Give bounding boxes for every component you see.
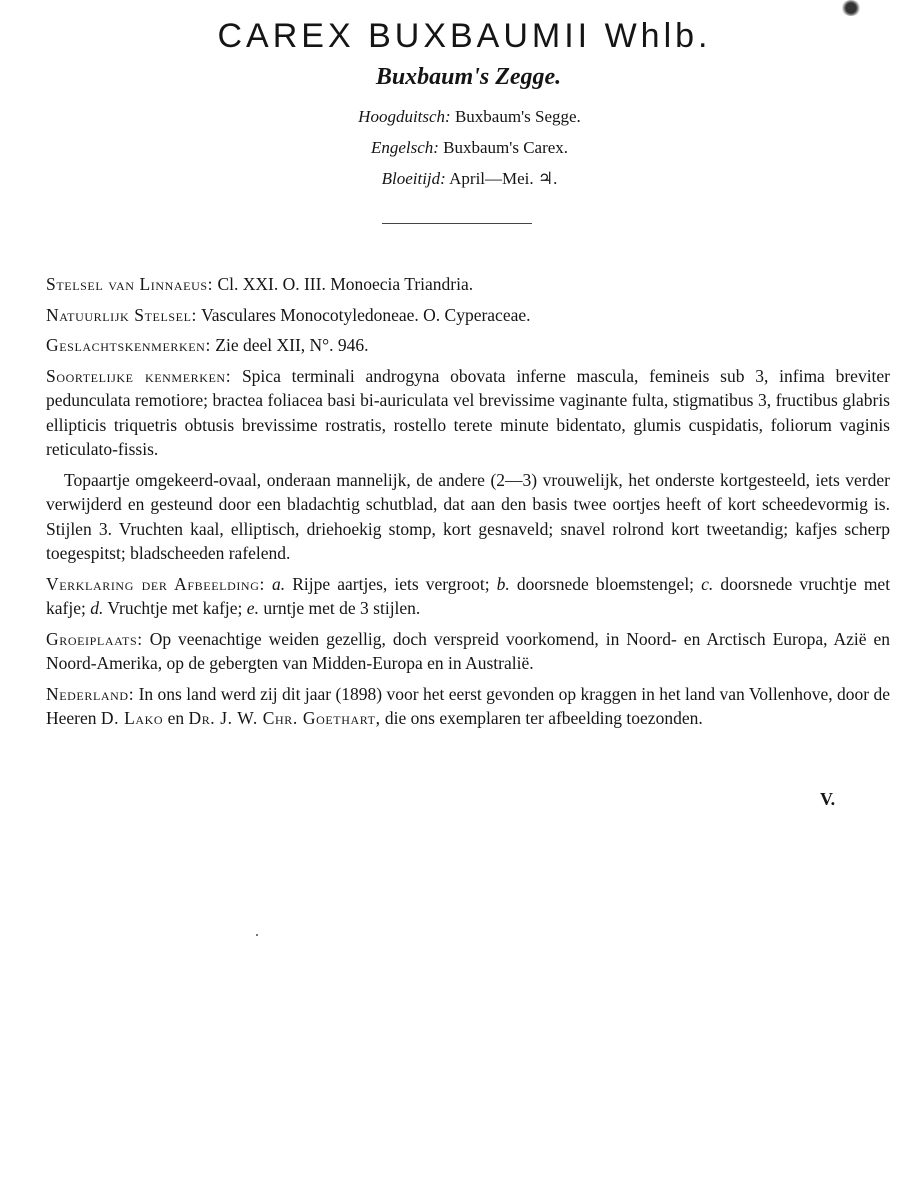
- german-name-line: [0, 106, 917, 128]
- habitat-paragraph: [46, 627, 890, 676]
- collector-name: D. Lako: [100, 708, 164, 728]
- species-characters-value: Spica terminali androgyna obovata inferne mascula, femineis sub 3, infima breviter pedunculata remotiore; bractea foliacea basi bi-auriculata vel brevissime vaginante fulta, stigmatibus 3, fructibus glabris ellipticis triquetris obtusis brevissime rostratis, rostello terete minute bidentato, glumis cuspidatis, foliorum vaginis reticulato-fissis.: [46, 365, 891, 459]
- natural-system-value: Vasculares Monocotyledoneae. O. Cyperaceae.: [201, 304, 531, 325]
- netherlands-text: en: [167, 708, 185, 728]
- genus-characters-label: Geslachtskenmerken:: [46, 335, 211, 355]
- ink-smudge: [841, 0, 861, 16]
- netherlands-text: die ons exemplaren ter afbeelding toezonden.: [384, 708, 703, 728]
- flowering-time: April—Mei. ♃.: [449, 169, 558, 188]
- description-paragraph: Topaartje omgekeerd-ovaal, onderaan mannelijk, de andere (2—3) vrouwelijk, het onderste kortgesteeld, iets verder verwijderd en gesteund door een bladachtig schutblad, dat aan den basis twee oortjes heeft of kort scheedevormig is. Stijlen 3. Vruchten kaal, elliptisch, driehoekig stomp, kort gesnaveld; snavel rolrond kort tweetandig; kafjes scherp toegespitst; bladscheeden rafelend.: [46, 469, 890, 563]
- habitat-value: Op veenachtige weiden gezellig, doch verspreid voorkomend, in Noord- en Arctisch Europa, Azië en Noord-Amerika, op de gebergten van Midden-Europa en in Australië.: [46, 628, 891, 673]
- dutch-name: Buxbaum's Zegge.: [375, 64, 562, 90]
- figure-explanation-paragraph: [46, 572, 890, 621]
- figure-item-letter: c.: [701, 573, 714, 594]
- species-title: CAREX BUXBAUMII Whlb.: [217, 17, 712, 55]
- collector-name: Dr. J. W. Chr. Goethart,: [188, 708, 381, 728]
- genus-characters-paragraph: [46, 333, 890, 358]
- species-characters-label: Soortelijke kenmerken:: [46, 365, 232, 386]
- natural-system-label: Natuurlijk Stelsel:: [46, 304, 197, 325]
- english-name-line: [0, 137, 917, 159]
- figure-item-text: Rijpe aartjes, iets vergroot;: [292, 573, 490, 594]
- section-divider: [382, 223, 532, 224]
- habitat-label: Groeiplaats:: [46, 628, 143, 649]
- german-name: Buxbaum's Segge.: [454, 107, 581, 126]
- linnaeus-label: Stelsel van Linnaeus:: [46, 274, 214, 294]
- netherlands-label: Nederland:: [46, 683, 135, 704]
- genus-characters-value: Zie deel XII, N°. 946.: [215, 335, 369, 355]
- natural-system-paragraph: [46, 303, 890, 328]
- netherlands-text: In ons land werd zij dit jaar (1898) voor het eerst gevonden op kraggen in het land van Vollenhove, door de Heeren: [46, 683, 890, 728]
- body-text: [46, 272, 890, 737]
- figure-item-text: doorsnede bloemstengel;: [516, 573, 695, 594]
- figure-item-letter: b.: [496, 573, 510, 594]
- english-name: Buxbaum's Carex.: [443, 138, 569, 157]
- figure-item-letter: a.: [272, 573, 286, 594]
- figure-item-letter: e.: [246, 598, 259, 618]
- flowering-time-line: [0, 168, 917, 190]
- netherlands-paragraph: [46, 682, 890, 731]
- english-label: Engelsch:: [370, 138, 439, 157]
- figure-explanation-label: Verklaring der Afbeelding:: [46, 573, 265, 594]
- species-characters-paragraph: [46, 364, 890, 462]
- paper-speck: [256, 934, 258, 936]
- figure-item-text: doorsnede vruchtje met kafje;: [46, 573, 891, 618]
- author-signature: V.: [820, 789, 836, 809]
- linnaeus-value: Cl. XXI. O. III. Monoecia Triandria.: [217, 274, 474, 294]
- flowering-label: Bloeitijd:: [381, 169, 446, 188]
- figure-item-letter: d.: [90, 598, 104, 618]
- figure-item-text: urntje met de 3 stijlen.: [263, 598, 421, 618]
- german-label: Hoogduitsch:: [358, 107, 451, 126]
- figure-item-text: Vruchtje met kafje;: [107, 598, 243, 618]
- linnaeus-system-paragraph: [46, 272, 890, 297]
